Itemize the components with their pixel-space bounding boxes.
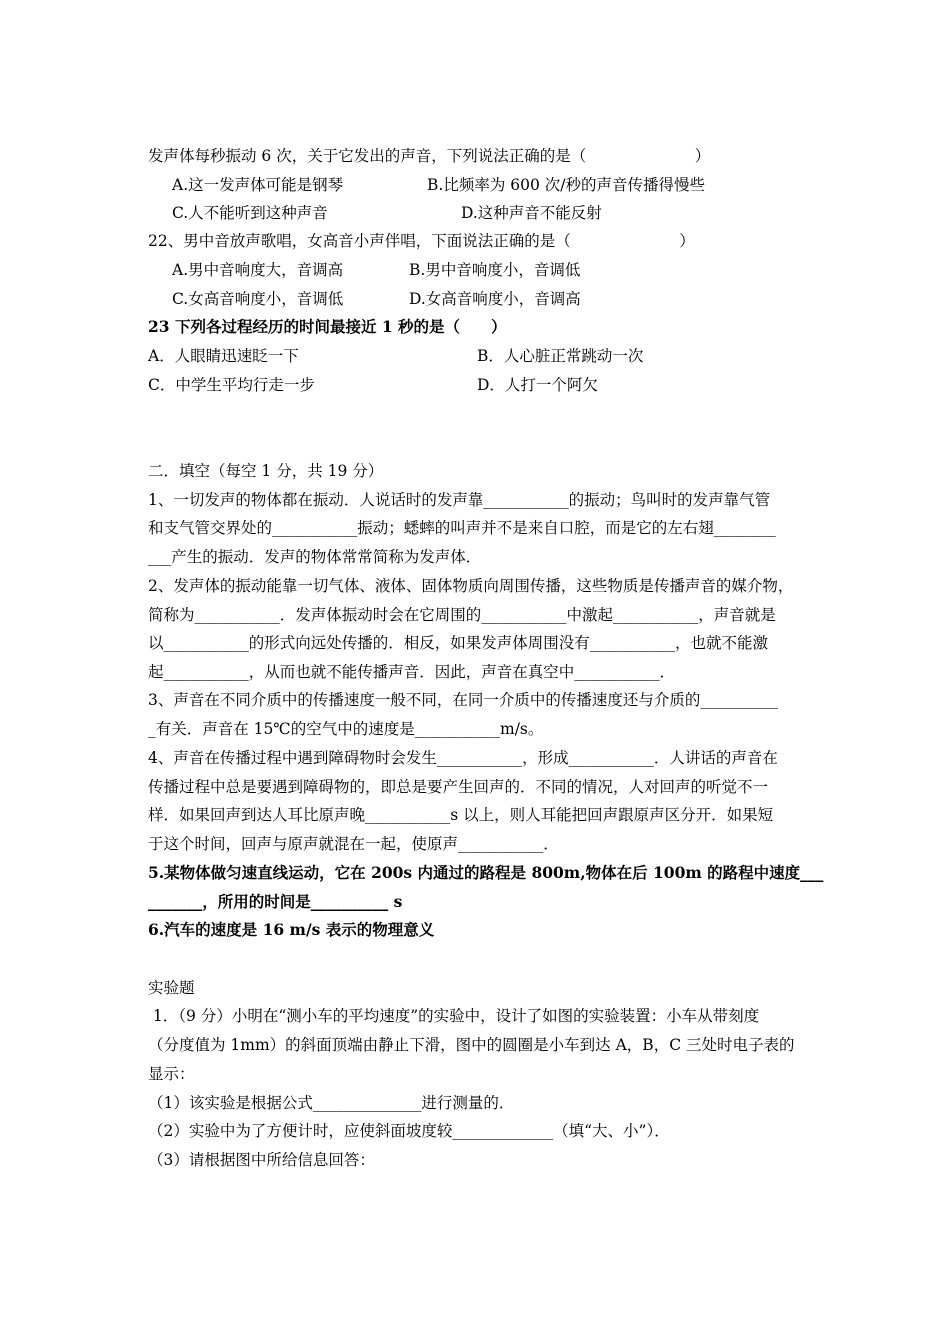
fill-line: 4、声音在传播过程中遇到障碍物时会发生___________，形成___________．人讲话的声音在 (148, 749, 778, 767)
experiment-line: 显示： (148, 1065, 195, 1083)
fill-line: 1、一切发声的物体都在振动．人说话时的发声靠___________的振动；鸟叫时的发声靠气管 (148, 491, 771, 509)
q23-option-a: A．人眼睛迅速眨一下 (148, 347, 299, 365)
experiment-line: 1．（9 分）小明在“测小车的平均速度”的实验中，设计了如图的实验装置：小车从带刻度 (148, 1007, 760, 1025)
q23-option-c: C．中学生平均行走一步 (148, 376, 315, 394)
fill-line: 6.汽车的速度是 16 m/s 表示的物理意义 (148, 920, 435, 939)
q23-option-d: D．人打一个阿欠 (477, 376, 598, 394)
fill-line: 2、发声体的振动能靠一切气体、液体、固体物质向周围传播，这些物质是传播声音的媒介物， (148, 577, 794, 595)
fill-section-heading: 二．填空（每空 1 分，共 19 分） (148, 462, 384, 480)
experiment-section-heading: 实验题 (148, 979, 195, 997)
fill-line: 3、声音在不同介质中的传播速度一般不同，在同一介质中的传播速度还与介质的__________ (148, 691, 778, 709)
q23-option-b: B．人心脏正常跳动一次 (477, 347, 644, 365)
fill-line: 传播过程中总是要遇到障碍物的，即总是要产生回声的．不同的情况，人对回声的听觉不一 (148, 778, 769, 796)
q22-option-a: A.男中音响度大，音调高 (172, 261, 344, 279)
experiment-line: （3）请根据图中所给信息回答： (148, 1151, 375, 1169)
fill-line: 于这个时间，回声与原声就混在一起，使原声___________． (148, 835, 559, 853)
q23-stem: 23 下列各过程经历的时间最接近 1 秒的是（ ） (148, 317, 507, 336)
q22-stem: 22、男中音放声歌唱，女高音小声伴唱，下面说法正确的是（ ） (148, 232, 695, 250)
fill-line: 以___________的形式向远处传播的．相反，如果发声体周围没有___________，也就不能激 (148, 634, 769, 652)
fill-line: 起___________，从而也就不能传播声音．因此，声音在真空中___________． (148, 663, 676, 681)
fill-line: _有关．声音在 15℃的空气中的速度是___________m/s。 (148, 720, 544, 738)
fill-line: _______，所用的时间是__________ s (148, 892, 403, 911)
fill-line: ___产生的振动．发声的物体常常简称为发声体． (148, 548, 482, 566)
q22-option-c: C.女高音响度小，音调低 (172, 290, 344, 308)
experiment-line: （分度值为 1mm）的斜面顶端由静止下滑，图中的圆圈是小车到达 A，B，C 三处时电子表的 (148, 1036, 795, 1054)
q22-option-d: D.女高音响度小，音调高 (409, 290, 581, 308)
q21-option-b: B.比频率为 600 次/秒的声音传播得慢些 (427, 176, 705, 194)
experiment-line: （2）实验中为了方便计时，应使斜面坡度较_____________（填“大、小”）． (148, 1122, 670, 1140)
experiment-line: （1）该实验是根据公式______________进行测量的． (148, 1094, 515, 1112)
fill-line: 简称为___________．发声体振动时会在它周围的___________中激起___________，声音就是 (148, 606, 776, 624)
fill-line: 样．如果回声到达人耳比原声晚___________s 以上，则人耳能把回声跟原声区分开．如果短 (148, 806, 774, 824)
fill-line: 5.某物体做匀速直线运动，它在 200s 内通过的路程是 800m,物体在后 100m 的路程中速度___ (148, 863, 824, 882)
q21-option-d: D.这种声音不能反射 (461, 204, 602, 222)
q22-option-b: B.男中音响度小，音调低 (409, 261, 581, 279)
q21-stem: 发声体每秒振动 6 次，关于它发出的声音，下列说法正确的是（ ） (148, 147, 711, 165)
fill-line: 和支气管交界处的___________振动；蟋蟀的叫声并不是来自口腔，而是它的左右翅________ (148, 519, 776, 537)
q21-option-a: A.这一发声体可能是钢琴 (172, 176, 344, 194)
q21-option-c: C.人不能听到这种声音 (172, 204, 328, 222)
